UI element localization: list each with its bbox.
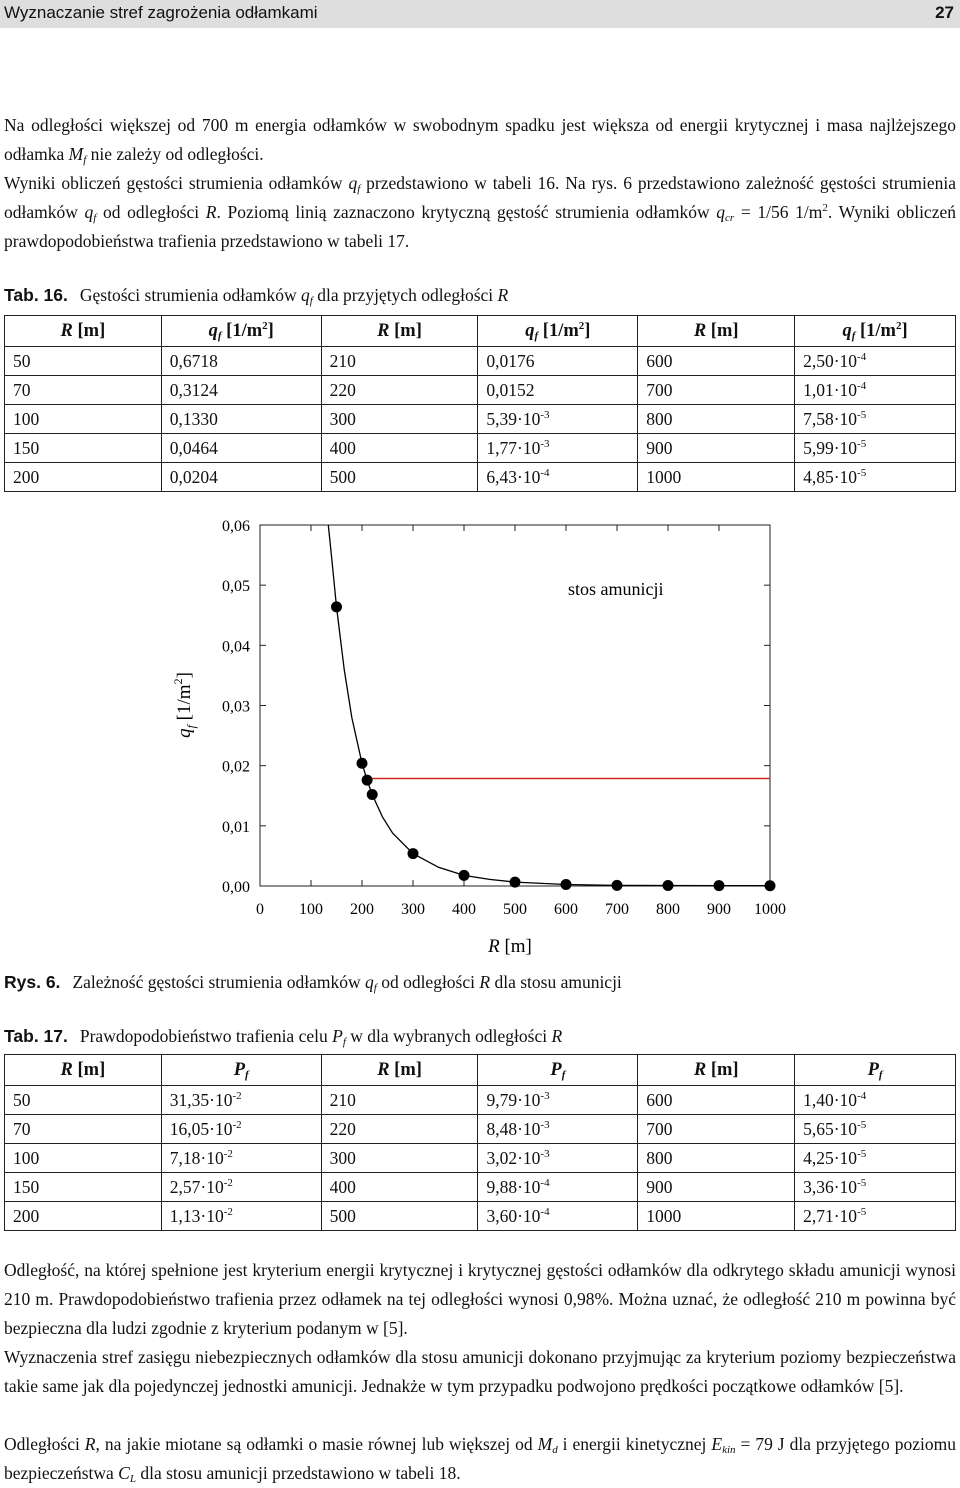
plot-frame — [260, 525, 770, 886]
data-point — [765, 880, 776, 891]
table-cell: 500 — [321, 1202, 478, 1231]
table-cell: 800 — [638, 405, 795, 434]
column-header-r: R [m] — [5, 1055, 162, 1086]
fig6-chart — [150, 510, 810, 960]
table-cell: 220 — [321, 1115, 478, 1144]
table-cell: $4,25\cdot 10^{-5}$ — [795, 1144, 956, 1173]
table-cell: $8,48\cdot 10^{-3}$ — [478, 1115, 638, 1144]
table-cell: 0,6718 — [161, 347, 321, 376]
column-header-qf: $q_f$ $[1/m^2]$ — [161, 316, 321, 347]
table-row — [5, 347, 956, 376]
table-cell: 150 — [5, 1173, 162, 1202]
table-cell: 220 — [321, 376, 478, 405]
x-tick-label: 500 — [503, 901, 527, 918]
table-cell: 100 — [5, 405, 162, 434]
table-cell: $5,65\cdot 10^{-5}$ — [795, 1115, 956, 1144]
table-cell: 900 — [638, 434, 795, 463]
column-header-pf: $P_f$ — [795, 1055, 956, 1086]
table-cell: $5,99\cdot 10^{-5}$ — [795, 434, 956, 463]
y-tick-label: 0,00 — [222, 879, 250, 896]
x-tick-label: 700 — [605, 901, 629, 918]
y-axis-label: $q_f$ $[1/m^2]$ — [171, 672, 198, 738]
outro-paragraph-1: Odległość, na której spełnione jest kryterium energii krytycznej i krytycznej gęstości odłamków dla odkrytego składu amunicji wynosi 210 m. Prawdopodobieństwo trafienia przez odłamek na tej odległości wynosi 0,98%. Można uznać, że odległość 210 m powinna być bezpieczna dla ludzi zgodnie z kryterium podanym w [5]. — [4, 1260, 956, 1338]
table-cell: 600 — [638, 1086, 795, 1115]
table-cell: 210 — [321, 1086, 478, 1115]
table-cell: 70 — [5, 1115, 162, 1144]
data-point — [714, 880, 725, 891]
table-cell: $1,77\cdot 10^{-3}$ — [478, 434, 638, 463]
y-tick-label: 0,02 — [222, 758, 250, 776]
column-header-r: R [m] — [638, 316, 795, 347]
x-axis-label: R [m] — [488, 936, 532, 957]
table-row — [5, 1086, 956, 1115]
table-cell: 0,1330 — [161, 405, 321, 434]
table-cell: 0,0176 — [478, 347, 638, 376]
column-header-qf: $q_f$ $[1/m^2]$ — [795, 316, 956, 347]
fig6-label: Rys. 6. — [4, 972, 61, 992]
table-row — [5, 463, 956, 492]
table-row — [5, 1173, 956, 1202]
fit-curve — [328, 525, 770, 886]
data-point — [561, 879, 572, 890]
table-cell: $2,71\cdot 10^{-5}$ — [795, 1202, 956, 1231]
table-cell: $5,39\cdot 10^{-3}$ — [478, 405, 638, 434]
intro-paragraph-2: Wyniki obliczeń gęstości strumienia odłamków $q_f$ przedstawiono w tabeli 16. Na rys. 6 przedstawiono zależność gęstości strumienia odłamków $q_f$ od odległości R. Poziomą linią zaznaczono krytyczną gęstość strumienia odłamków $q_{cr} = 1/56$ $1/m^2$. Wyniki obliczeń prawdopodobieństwa trafienia przedstawiono w tabeli 17. — [4, 173, 956, 251]
table-cell: 50 — [5, 1086, 162, 1115]
table-cell: $16,05\cdot 10^{-2}$ — [161, 1115, 321, 1144]
table-row — [5, 1144, 956, 1173]
table-cell: 300 — [321, 405, 478, 434]
table-cell: 800 — [638, 1144, 795, 1173]
plot-border — [260, 525, 770, 886]
table-cell: $1,40\cdot 10^{-4}$ — [795, 1086, 956, 1115]
data-point — [612, 880, 623, 891]
data-points — [331, 601, 776, 891]
table-header-row — [5, 316, 956, 347]
table-cell: $31,35\cdot 10^{-2}$ — [161, 1086, 321, 1115]
data-point — [408, 848, 419, 859]
table-row — [5, 1202, 956, 1231]
page-number: 27 — [935, 3, 954, 22]
table-row — [5, 376, 956, 405]
y-tick-label: 0,06 — [222, 518, 250, 535]
table-cell: $2,57\cdot 10^{-2}$ — [161, 1173, 321, 1202]
table-cell: 50 — [5, 347, 162, 376]
axis-ticks — [260, 525, 770, 886]
y-tick-label: 0,01 — [222, 818, 250, 836]
tab17-table — [4, 1054, 956, 1231]
data-point — [331, 601, 342, 612]
table-cell: 200 — [5, 1202, 162, 1231]
tab16-table — [4, 315, 956, 492]
table-cell: $3,60\cdot 10^{-4}$ — [478, 1202, 638, 1231]
column-header-qf: $q_f$ $[1/m^2]$ — [478, 316, 638, 347]
table-cell: $4,85\cdot 10^{-5}$ — [795, 463, 956, 492]
table-row — [5, 1115, 956, 1144]
table-cell: 400 — [321, 434, 478, 463]
table-cell: 1000 — [638, 463, 795, 492]
chart-annotation: stos amunicji — [568, 579, 664, 599]
running-header-title: Wyznaczanie stref zagrożenia odłamkami — [4, 3, 318, 22]
table-cell: $3,02\cdot 10^{-3}$ — [478, 1144, 638, 1173]
table-cell: 900 — [638, 1173, 795, 1202]
table-cell: 0,0464 — [161, 434, 321, 463]
table-cell: $9,79\cdot 10^{-3}$ — [478, 1086, 638, 1115]
data-point — [362, 775, 373, 786]
data-point — [663, 880, 674, 891]
table-cell: 210 — [321, 347, 478, 376]
table-cell: 400 — [321, 1173, 478, 1202]
table-header-row — [5, 1055, 956, 1086]
table-cell: 150 — [5, 434, 162, 463]
table-cell: $6,43\cdot 10^{-4}$ — [478, 463, 638, 492]
table-row — [5, 405, 956, 434]
x-tick-label: 300 — [401, 901, 425, 918]
fig6-caption: Rys. 6. Zależność gęstości strumienia odłamków $q_f$ od odległości R dla stosu amunicji — [4, 972, 622, 994]
tab17-label: Tab. 17. — [4, 1026, 68, 1046]
x-tick-label: 1000 — [754, 901, 786, 918]
table-cell: $1,13\cdot 10^{-2}$ — [161, 1202, 321, 1231]
data-point — [357, 758, 368, 769]
column-header-r: R [m] — [5, 316, 162, 347]
running-header — [0, 0, 960, 28]
table-cell: 700 — [638, 1115, 795, 1144]
data-point — [510, 877, 521, 888]
table-cell: 0,0152 — [478, 376, 638, 405]
table-cell: $7,18\cdot 10^{-2}$ — [161, 1144, 321, 1173]
table-cell: 1000 — [638, 1202, 795, 1231]
data-point — [459, 870, 470, 881]
table-cell: 70 — [5, 376, 162, 405]
x-tick-label: 100 — [299, 901, 323, 918]
table-cell: 0,3124 — [161, 376, 321, 405]
x-tick-labels — [256, 901, 786, 918]
curve-line — [328, 525, 770, 886]
x-tick-label: 600 — [554, 901, 578, 918]
y-tick-label: 0,05 — [222, 578, 250, 596]
y-tick-label: 0,03 — [222, 698, 250, 716]
column-header-pf: $P_f$ — [161, 1055, 321, 1086]
x-tick-label: 200 — [350, 901, 374, 918]
table-cell: $3,36\cdot 10^{-5}$ — [795, 1173, 956, 1202]
outro-paragraph-3: Odległości R, na jakie miotane są odłamki o masie równej lub większej od $M_d$ i energii kinetycznej $E_{kin} = 79$ J dla przyjętego poziomu bezpieczeństwa $C_L$ dla stosu amunicji przedstawiono w tabeli 18. — [4, 1434, 956, 1485]
table-cell: 100 — [5, 1144, 162, 1173]
column-header-r: R [m] — [638, 1055, 795, 1086]
table-cell: 500 — [321, 463, 478, 492]
y-tick-label: 0,04 — [222, 638, 250, 656]
x-tick-label: 0 — [256, 901, 264, 918]
table-cell: 300 — [321, 1144, 478, 1173]
tab16-caption: Tab. 16. Gęstości strumienia odłamków $q_f$ dla przyjętych odległości R — [4, 285, 509, 307]
column-header-pf: $P_f$ — [478, 1055, 638, 1086]
table-cell: $1,01\cdot 10^{-4}$ — [795, 376, 956, 405]
table-cell: 0,0204 — [161, 463, 321, 492]
data-point — [367, 789, 378, 800]
table-cell: $7,58\cdot 10^{-5}$ — [795, 405, 956, 434]
column-header-r: R [m] — [321, 316, 478, 347]
table-cell: $9,88\cdot 10^{-4}$ — [478, 1173, 638, 1202]
x-tick-label: 800 — [656, 901, 680, 918]
table-cell: 700 — [638, 376, 795, 405]
table-cell: 200 — [5, 463, 162, 492]
x-tick-label: 400 — [452, 901, 476, 918]
outro-paragraph-2: Wyznaczenia stref zasięgu niebezpiecznych odłamków dla stosu amunicji dokonano przyjmując za kryterium poziomy bezpieczeństwa takie same jak dla pojedynczej jednostki amunicji. Jednakże w tym przypadku podwojono prędkości początkowe odłamków [5]. — [4, 1347, 956, 1396]
table-cell: 600 — [638, 347, 795, 376]
table-row — [5, 434, 956, 463]
y-tick-labels — [222, 518, 250, 896]
tab17-caption: Tab. 17. Prawdopodobieństwo trafienia celu $P_f$ w dla wybranych odległości R — [4, 1026, 563, 1048]
intro-paragraph-1: Na odległości większej od 700 m energia odłamków w swobodnym spadku jest większa od energii krytycznej i masa najlżejszego odłamka $M_f$ nie zależy od odległości. — [4, 115, 956, 166]
column-header-r: R [m] — [321, 1055, 478, 1086]
x-tick-label: 900 — [707, 901, 731, 918]
table-cell: $2,50\cdot 10^{-4}$ — [795, 347, 956, 376]
tab16-label: Tab. 16. — [4, 285, 68, 305]
